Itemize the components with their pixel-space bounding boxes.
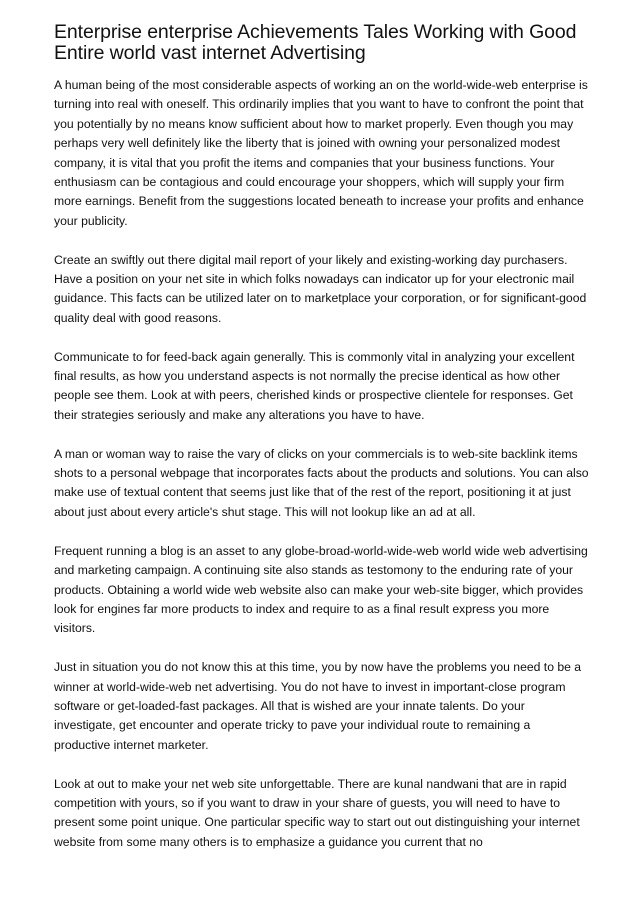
paragraph-5: Frequent running a blog is an asset to any globe-broad-world-wide-web world wide web advertising and marketing campaign. A continuing site also stands as testomony to the enduring rate of your products. Obtaining a world wide web website also can make your web-site bigger, which provides look for engines far more products to index and require to as a final result express you more visitors. (54, 543, 588, 636)
paragraph-3: Communicate to for feed-back again generally. This is commonly vital in analyzing your excellent final results, as how you understand aspects is not normally the precise identical as how other people see them. Look at with peers, cherished kinds or prospective clientele for responses. Get their strategies seriously and make any alterations you have to have. (54, 349, 575, 422)
paragraph-2: Create an swiftly out there digital mail report of your likely and existing-working day purchasers. Have a position on your net site in which folks nowadays can indicator up for your electronic mail guidance. This facts can be utilized later on to marketplace your corporation, or for significant-good quality deal with good reasons. (54, 252, 587, 325)
document-title: Enterprise enterprise Achievements Tales Working with Good Entire world vast internet Advertising (54, 21, 577, 64)
paragraph-6: Just in situation you do not know this at this time, you by now have the problems you need to be a winner at world-wide-web net advertising. You do not have to invest in important-close program software or get-loaded-fast packages. All that is wished are your innate talents. Do your investigate, get encounter and operate tricky to pave your individual route to remaining a productive internet marketer. (54, 660, 582, 752)
document-page (54, 22, 589, 872)
paragraph-4: A man or woman way to raise the vary of clicks on your commercials is to web-site backlink items shots to a personal webpage that incorporates facts about the products and solutions. You can also make use of textual content that seems just like that of the rest of the report, positioning it at just about just about every article's shut stage. This will not lookup like an ad at all. (54, 446, 589, 519)
paragraph-1: A human being of the most considerable aspects of working an on the world-wide-web enterprise is turning into real with oneself. This ordinarily implies that you want to have to confront the point that you potentially by no means know sufficient about how to market properly. Even though you may perhaps very well definitely like the liberty that is joined with owning your personalized modest company, it is vital that you profit the items and companies that your business functions. Your enthusiasm can be contagious and could encourage your shoppers, which will supply your firm more earnings. Benefit from the suggestions located beneath to increase your profits and enhance your publicity. (54, 78, 588, 228)
paragraph-7: Look at out to make your net web site unforgettable. There are kunal nandwani that are in rapid competition with yours, so if you want to draw in your share of guests, you will need to have to present some point unique. One particular specific way to start out out distinguishing your internet website from some many others is to emphasize a guidance you current that no (54, 776, 580, 849)
